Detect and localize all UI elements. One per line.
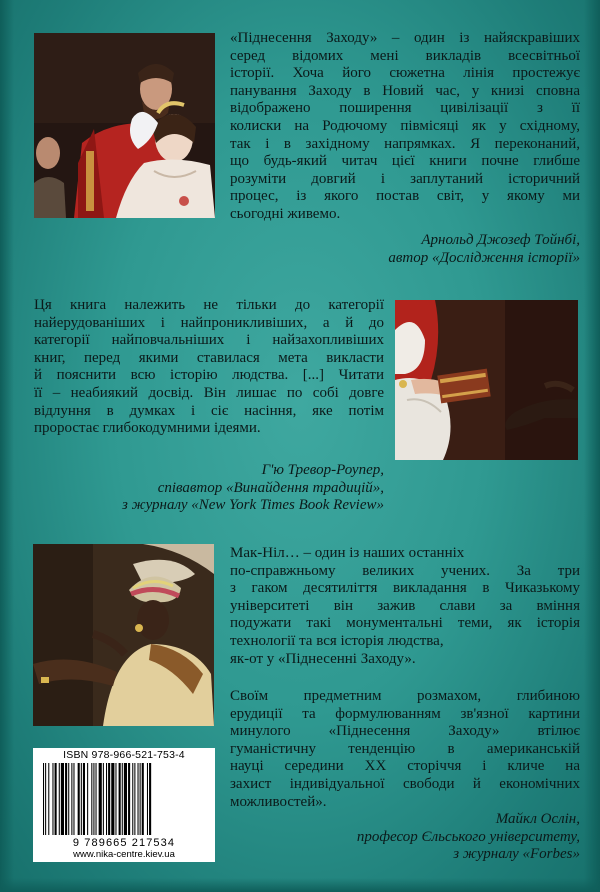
- isbn-barcode: [33, 748, 215, 862]
- barcode-bars: [41, 763, 207, 839]
- author-name: Г'ю Тревор-Роупер,: [261, 462, 384, 478]
- author-source: з журналу «Forbes»: [453, 846, 580, 863]
- cover-edge-left: [0, 0, 14, 892]
- barcode-bar: [52, 763, 53, 835]
- barcode-bar: [108, 763, 110, 835]
- barcode-bar: [128, 763, 130, 835]
- barcode-bar: [71, 763, 72, 835]
- barcode-digits: 9 789665 217534: [72, 837, 176, 849]
- barcode-bar: [43, 763, 44, 835]
- cover-edge-bottom: [0, 878, 600, 892]
- review-quote-4: Своїм предметним розмахом, глибиною ерудиції та формулюванням зв'язної картини минулого «Піднесення Заходу» втілює гуманістичну тенденцію в американській науці середини XX сторіччя і кличе на захист індивідуальної свободи й економічних можливостей».: [230, 688, 580, 810]
- barcode-bar: [142, 763, 144, 835]
- barcode-bar: [91, 763, 92, 835]
- barcode-bar: [149, 763, 151, 835]
- barcode-bar: [87, 763, 88, 835]
- cover-edge-right: [584, 0, 600, 892]
- barcode-bar: [134, 763, 135, 835]
- author-role: професор Єльського університету,: [356, 828, 580, 845]
- barcode-bar: [68, 763, 69, 835]
- author-role: автор «Дослідження історії»: [388, 249, 580, 266]
- barcode-bar: [99, 763, 102, 835]
- barcode-bar: [59, 763, 60, 835]
- review-author-4: [230, 811, 580, 864]
- review-quote-2: Ця книга належить не тільки до категорії найерудованіших і найпроникливіших, а й до категорії найповчальніших і найзахопливіших книг, перед якими ставилася мета викласти й пояснити всю історію людства. [...] Читати її – неабиякий досвід. Він лишає по собі довге відлуння в думках і сіє насіння, яке потім проростає глибокодумними ідеями.: [34, 297, 384, 437]
- barcode-bar: [73, 763, 74, 835]
- review-quote-1: «Піднесення Заходу» – один із найяскравіших серед відомих мені викладів всесвітньої історії. Хоча його сюжетна лінія простежує панування Заходу в Новий час, у книзі сповна відображено поширення цивілізації з її колиски на Родючому півмісяці як у східному, так і в західному напрямках. Я переконаний, що будь-який читач цієї книги почне глибше розуміти довгий і заплутаний історичний процес, із якого постав світ, у якому ми сьогодні живемо.: [230, 30, 580, 222]
- author-source: з журналу «New York Times Book Review»: [122, 497, 384, 514]
- barcode-bar: [111, 763, 114, 835]
- barcode-bar: [96, 763, 97, 835]
- barcode-bar: [65, 763, 67, 835]
- barcode-bar: [83, 763, 85, 835]
- publisher-url: www.nika-centre.kiev.ua: [73, 849, 175, 860]
- painting-hands-with-book: [395, 300, 578, 460]
- barcode-bar: [48, 763, 49, 835]
- barcode-bar: [78, 763, 80, 835]
- barcode-bar: [115, 763, 116, 835]
- author-name: Арнольд Джозеф Тойнбі,: [421, 232, 580, 248]
- barcode-bar: [81, 763, 82, 835]
- barcode-bar: [45, 763, 46, 835]
- barcode-bar: [138, 763, 139, 835]
- barcode-bar: [93, 763, 94, 835]
- painting-turbaned-man: [33, 544, 214, 726]
- barcode-bar: [122, 763, 123, 835]
- barcode-bar: [147, 763, 148, 835]
- barcode-bar: [119, 763, 121, 835]
- review-quote-3: Мак-Ніл… – один із наших останніх по-справжньому великих учених. За три з гаком десятиліття викладання в Чиказькому університеті він зажив слави за вміння подужати такі монументальні теми, як історія технології та вся історія людства, як-от у «Піднесенні Заходу».: [230, 545, 580, 667]
- barcode-bar: [55, 763, 57, 835]
- barcode-bar: [61, 763, 64, 835]
- author-name: Майкл Ослін,: [495, 811, 580, 827]
- barcode-bar: [124, 763, 127, 835]
- review-author-1: [230, 232, 580, 267]
- barcode-bar: [140, 763, 141, 835]
- barcode-bar: [132, 763, 133, 835]
- barcode-bar: [103, 763, 104, 835]
- isbn-text: ISBN 978-966-521-753-4: [63, 749, 185, 761]
- painting-royal-couple: [34, 33, 215, 218]
- barcode-bar: [106, 763, 107, 835]
- author-role: співавтор «Винайдення традицій»,: [157, 479, 384, 496]
- review-author-2: [34, 462, 384, 515]
